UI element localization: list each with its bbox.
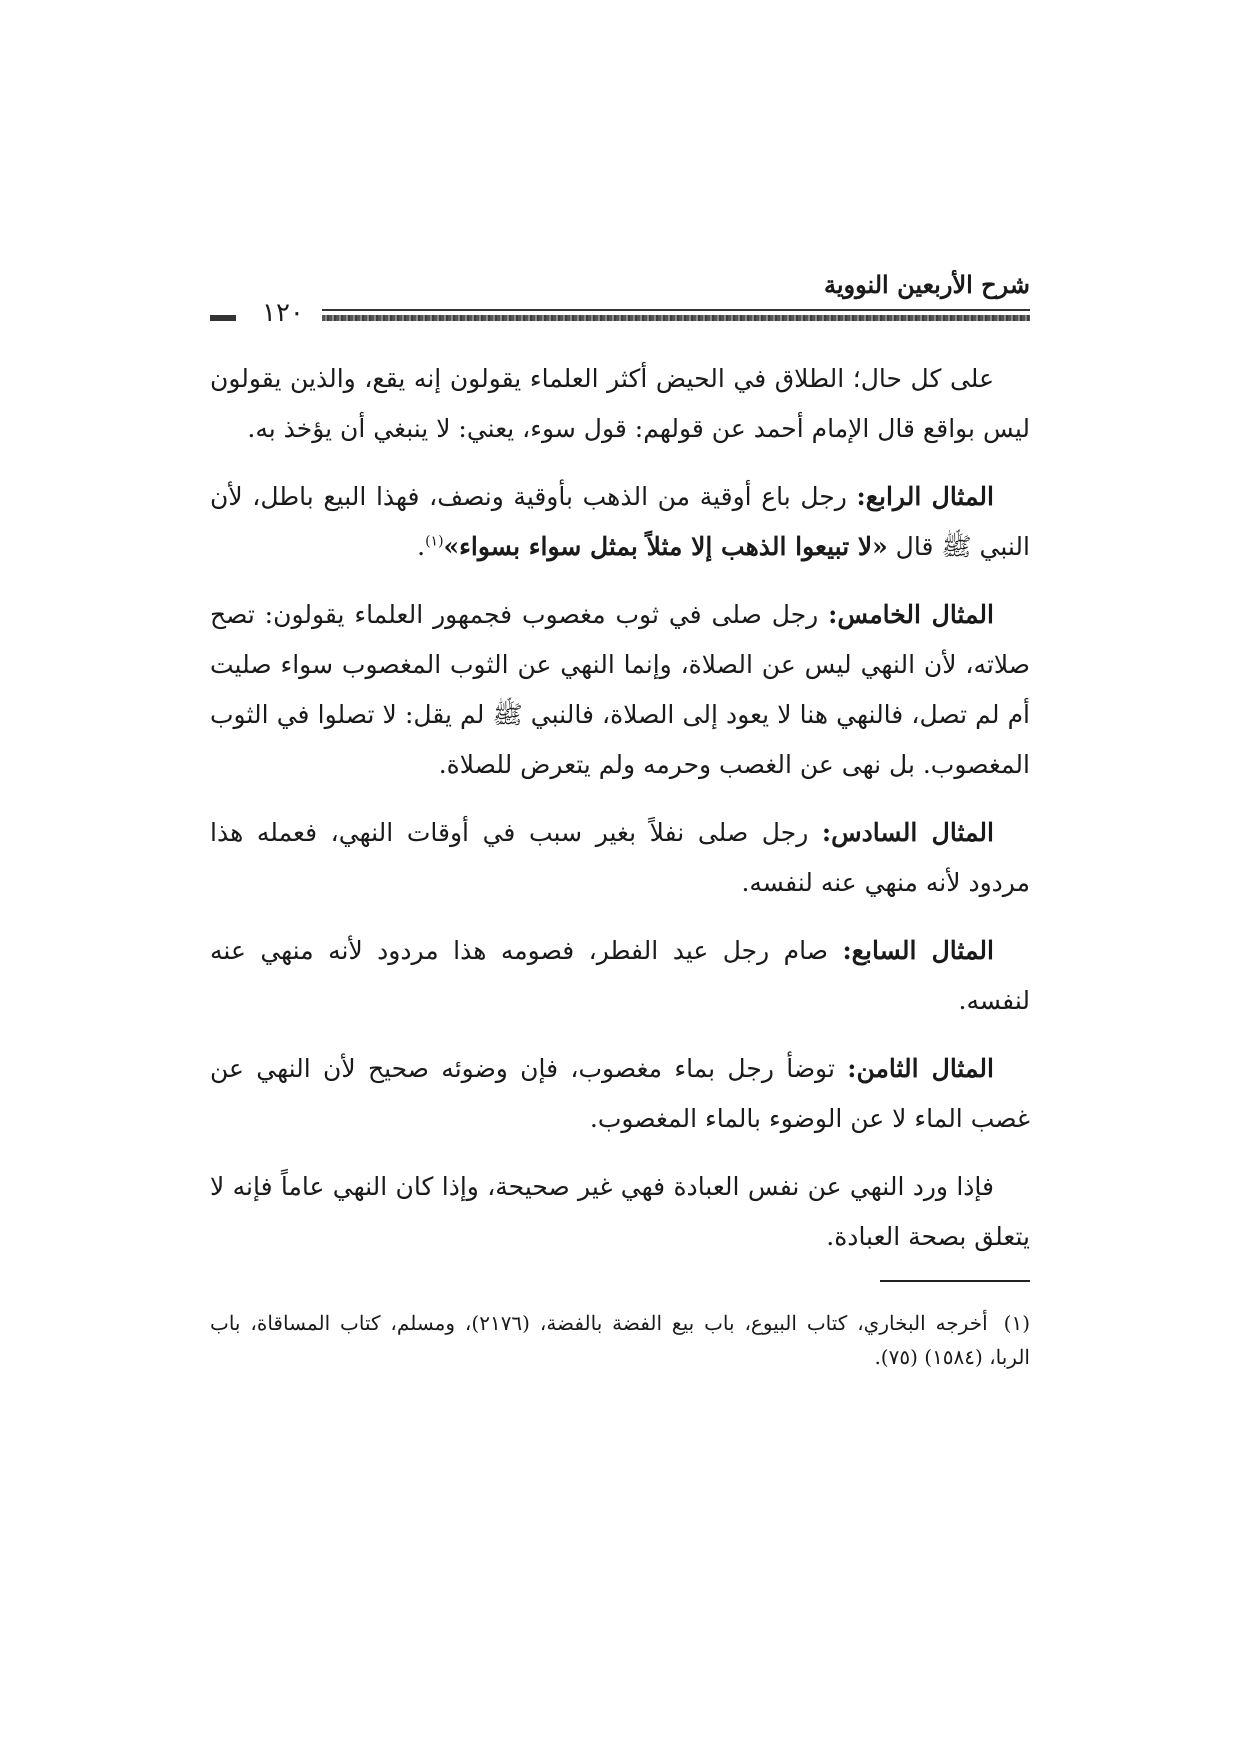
example-heading: المثال الرابع: — [856, 482, 994, 511]
paragraph-intro — [210, 354, 1030, 454]
paragraph-example-8 — [210, 1044, 1030, 1144]
paragraph-example-4 — [210, 472, 1030, 572]
header-divider — [322, 315, 1030, 321]
paragraph-text: توضأ رجل بماء مغصوب، فإن وضوئه صحيح لأن النهي عن غصب الماء لا عن الوضوء بالماء المغصوب. — [210, 1054, 1030, 1133]
paragraph-conclusion — [210, 1162, 1030, 1262]
paragraph-example-6 — [210, 808, 1030, 908]
running-header — [210, 270, 1030, 332]
book-page — [210, 270, 1030, 1570]
example-heading: المثال السابع: — [842, 936, 994, 965]
paragraph-tail: . — [417, 532, 426, 561]
paragraph-text: رجل صلى نفلاً بغير سبب في أوقات النهي، فعمله هذا مردود لأنه منهي عنه لنفسه. — [210, 818, 1030, 897]
example-heading: المثال الثامن: — [847, 1054, 994, 1083]
example-heading: المثال الخامس: — [828, 600, 994, 629]
paragraph-text: رجل صلى في ثوب مغصوب فجمهور العلماء يقولون: تصح صلاته، لأن النهي ليس عن الصلاة، وإنما النهي عن الثوب المغصوب سواء صليت أم لم تصل، فالنهي هنا لا يعود إلى الصلاة، فالنبي ﷺ لم يقل: لا تصلوا في الثوب المغصوب. بل نهى عن الغصب وحرمه ولم يتعرض للصلاة. — [210, 600, 1030, 779]
paragraph-text: فإذا ورد النهي عن نفس العبادة فهي غير صحيحة، وإذا كان النهي عاماً فإنه لا يتعلق بصحة العبادة. — [210, 1172, 1030, 1251]
footnotes — [210, 1306, 1030, 1374]
footnote-text: أخرجه البخاري، كتاب البيوع، باب بيع الفضة بالفضة، (٢١٧٦)، ومسلم، كتاب المساقاة، باب الربا، (١٥٨٤) (٧٥). — [210, 1311, 1030, 1369]
footnote-marker: (١) — [1003, 1311, 1030, 1335]
paragraph-text: على كل حال؛ الطلاق في الحيض أكثر العلماء يقولون إنه يقع، والذين يقولون ليس بواقع قال الإمام أحمد عن قولهم: قول سوء، يعني: لا ينبغي أن يؤخذ به. — [210, 364, 1030, 443]
footnote-reference[interactable]: (١) — [425, 533, 444, 550]
example-heading: المثال السادس: — [821, 818, 994, 847]
paragraph-example-5 — [210, 590, 1030, 790]
paragraph-example-7 — [210, 926, 1030, 1026]
main-text — [210, 354, 1030, 1262]
page-number: ١٢٠ — [262, 298, 304, 328]
footnote-item — [210, 1306, 1030, 1374]
header-divider-thin — [322, 309, 1030, 311]
paragraph-text: صام رجل عيد الفطر، فصومه هذا مردود لأنه منهي عنه لنفسه. — [210, 936, 1030, 1015]
footnote-separator — [880, 1280, 1030, 1282]
hadith-quote: «لا تبيعوا الذهب إلا مثلاً بمثل سواء بسواء» — [443, 532, 888, 561]
book-title: شرح الأربعين النووية — [823, 270, 1030, 299]
paragraph-text: رجل باع أوقية من الذهب بأوقية ونصف، فهذا البيع باطل، لأن النبي ﷺ قال — [210, 482, 1030, 561]
header-divider-end — [210, 315, 236, 321]
